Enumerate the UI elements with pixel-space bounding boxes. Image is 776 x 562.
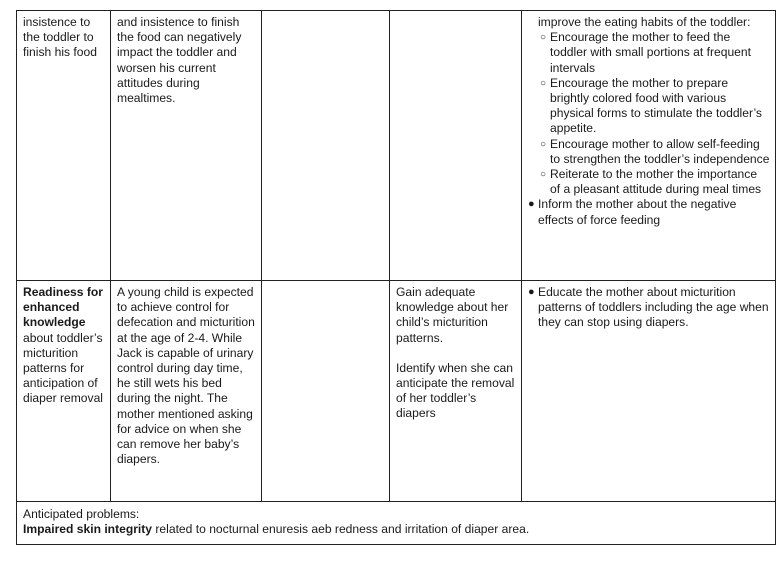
empty-cell xyxy=(262,11,390,281)
hollow-bullet-icon: ○ xyxy=(540,138,547,150)
list-item-text: Inform the mother about the negative effects of force feeding xyxy=(538,197,737,227)
hollow-bullet-icon: ○ xyxy=(540,32,547,44)
list-item-text: Encourage the mother to feed the toddler with small portions at frequent intervals xyxy=(550,30,751,75)
goals-cell xyxy=(390,281,522,502)
diagnosis-cell xyxy=(17,11,111,281)
problem-text: related to nocturnal enuresis aeb redness and irritation of diaper area. xyxy=(152,522,530,537)
list-item xyxy=(528,30,770,76)
rationale-text: and insistence to finish the food can negatively impact the toddler and worsen his current attitudes during mealtimes. xyxy=(117,15,242,106)
list-item-text: Educate the mother about micturition patterns of toddlers including the age when they can stop using diapers. xyxy=(538,285,769,330)
interventions-cell xyxy=(522,11,776,281)
care-plan-table xyxy=(16,10,776,545)
list-item-text: Encourage the mother to prepare brightly colored food with various physical forms to stimulate the toddler’s appetite. xyxy=(550,75,762,136)
anticipated-problems-label: Anticipated problems: xyxy=(23,507,140,521)
rationale-cell xyxy=(111,11,262,281)
goal-text: Gain adequate knowledge about her child’s micturition patterns. xyxy=(396,285,509,345)
intervention-list xyxy=(528,285,770,331)
goal-text: Identify when she can anticipate the removal of her toddler’s diapers xyxy=(396,360,515,421)
table-row xyxy=(17,502,776,545)
rationale-text: A young child is expected to achieve control for defecation and micturition at the age of 2-4. While Jack is capable of urinary control during day time, he still wets his bed during the night. The mother mentioned asking for advice on when she can remove her baby’s diapers. xyxy=(117,285,255,467)
bullet-icon: ● xyxy=(528,198,535,211)
empty-cell xyxy=(262,281,390,502)
rationale-cell xyxy=(111,281,262,502)
list-item xyxy=(528,137,770,167)
interventions-cell xyxy=(522,281,776,502)
list-item xyxy=(528,197,770,227)
anticipated-problem xyxy=(23,522,770,537)
list-item-text: Encourage mother to allow self-feeding to strengthen the toddler’s independence xyxy=(550,136,770,166)
table-row xyxy=(17,11,776,281)
hollow-bullet-icon: ○ xyxy=(540,77,547,89)
list-item xyxy=(528,167,770,197)
problem-bold: Impaired skin integrity xyxy=(23,522,153,537)
diagnosis-text: about toddler’s micturition patterns for anticipation of diaper removal xyxy=(23,330,103,406)
spacer xyxy=(396,346,516,361)
diagnosis-bold: Readiness for enhanced knowledge xyxy=(23,285,103,330)
diagnosis-text: insistence to the toddler to finish his food xyxy=(23,15,97,60)
diagnosis-cell xyxy=(17,281,111,502)
hollow-bullet-icon: ○ xyxy=(540,169,547,181)
bullet-icon: ● xyxy=(528,286,535,298)
intervention-list xyxy=(528,197,770,227)
list-item-text: Reiterate to the mother the importance of a pleasant attitude during meal times xyxy=(550,167,762,197)
list-item xyxy=(528,285,770,331)
empty-cell xyxy=(390,11,522,281)
table-row xyxy=(17,281,776,502)
intervention-lead: improve the eating habits of the toddler: xyxy=(538,15,751,29)
sub-intervention-list xyxy=(528,30,770,197)
anticipated-problems-cell xyxy=(17,502,776,545)
list-item xyxy=(528,76,770,137)
